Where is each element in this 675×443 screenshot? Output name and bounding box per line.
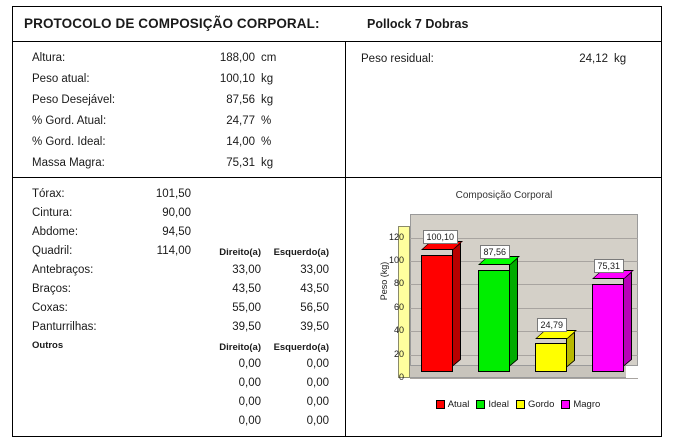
chart-legend [398, 396, 638, 412]
measure-value-left: 33,00 [300, 264, 329, 276]
outros-label: Outros [32, 340, 64, 351]
measure-value: 94,50 [162, 226, 191, 238]
measure-column-headers [13, 243, 345, 262]
measure-value: 90,00 [162, 207, 191, 219]
gridline [410, 378, 638, 379]
column-header-left: Esquerdo(a) [273, 247, 329, 258]
measure-value-left: 0,00 [306, 358, 329, 370]
measure-row [13, 205, 345, 224]
measure-value-right: 33,00 [232, 264, 261, 276]
legend-swatch [476, 400, 485, 409]
y-tick-label: 0 [398, 372, 404, 382]
measures-panel [13, 178, 345, 437]
summary-value: 100,10 [219, 73, 255, 85]
y-tick-label: 60 [393, 301, 404, 312]
bar-data-label: 24,79 [537, 318, 568, 332]
measure-value-right: 0,00 [238, 396, 261, 408]
measure-value-right: 43,50 [232, 283, 261, 295]
bar-data-label: 87,56 [480, 245, 511, 259]
summary-label: Peso atual: [32, 73, 90, 85]
bar-front-face [535, 343, 567, 372]
bar-side-face [623, 272, 632, 368]
measure-value-right: 0,00 [238, 377, 261, 389]
measure-row [13, 186, 345, 205]
summary-row [13, 91, 345, 112]
summary-unit: kg [261, 157, 274, 169]
measure-value-left: 0,00 [306, 377, 329, 389]
summary-row [13, 70, 345, 91]
measure-value-right: 0,00 [238, 358, 261, 370]
legend-item [436, 399, 470, 410]
summary-value: 24,77 [226, 115, 255, 127]
y-tick-label: 20 [393, 348, 404, 359]
bar-front-face [478, 270, 510, 372]
report-frame [12, 6, 662, 437]
measure-row [13, 319, 345, 338]
summary-label: Altura: [32, 52, 66, 64]
legend-label: Gordo [527, 398, 555, 410]
composition-chart [346, 178, 662, 437]
measure-value-left: 0,00 [306, 396, 329, 408]
column-header-right: Direito(a) [219, 247, 261, 258]
measure-label: Panturrilhas: [32, 321, 97, 333]
bar-data-label: 100,10 [423, 230, 459, 244]
summary-unit: cm [261, 52, 277, 64]
measure-value-left: 56,50 [300, 302, 329, 314]
summary-row [13, 154, 345, 175]
chart-bar [535, 334, 567, 372]
measure-value-right: 39,50 [232, 321, 261, 333]
chart-bar [421, 246, 453, 372]
chart-bar [478, 261, 510, 372]
summary-value: 188,00 [219, 52, 255, 64]
residual-value: 24,12 [579, 53, 608, 65]
measure-label: Abdome: [32, 226, 79, 238]
summary-label: Massa Magra: [32, 157, 105, 169]
measure-label: Tórax: [32, 188, 65, 200]
legend-label: Magro [573, 398, 601, 410]
residual-unit: kg [614, 53, 627, 65]
measure-value-left: 43,50 [300, 283, 329, 295]
bar-side-face [509, 258, 518, 368]
bar-data-label: 75,31 [594, 259, 625, 273]
measure-row [13, 300, 345, 319]
legend-item [561, 399, 600, 410]
measure-label: Antebraços: [32, 264, 94, 276]
page-title: PROTOCOLO DE COMPOSIÇÃO CORPORAL: [24, 16, 320, 31]
chart-bar [592, 275, 624, 372]
residual-panel [346, 42, 662, 177]
measure-value-left: 39,50 [300, 321, 329, 333]
protocol-name: Pollock 7 Dobras [367, 17, 469, 31]
chart-title: Composição Corporal [455, 190, 553, 201]
y-tick-label: 80 [393, 278, 404, 289]
legend-label: Atual [447, 398, 470, 410]
legend-label: Ideal [488, 398, 509, 410]
summary-label: % Gord. Atual: [32, 115, 107, 127]
bar-front-face [592, 284, 624, 372]
summary-row [13, 49, 345, 70]
y-tick-label: 100 [388, 255, 404, 266]
legend-item [476, 399, 509, 410]
summary-panel [13, 42, 345, 177]
bar-front-face [421, 255, 453, 372]
measure-row [13, 224, 345, 243]
summary-unit: % [261, 115, 272, 127]
y-axis-label: Peso (kg) [379, 261, 389, 301]
summary-unit: % [261, 136, 272, 148]
legend-item [516, 399, 554, 410]
summary-value: 14,00 [226, 136, 255, 148]
y-tick-label: 120 [388, 231, 404, 242]
summary-row [13, 112, 345, 133]
report-header [13, 7, 661, 42]
legend-swatch [561, 400, 570, 409]
legend-swatch [436, 400, 445, 409]
summary-unit: kg [261, 73, 274, 85]
column-header-right: Direito(a) [219, 342, 261, 353]
measure-row [13, 262, 345, 281]
residual-label: Peso residual: [361, 53, 434, 65]
summary-value: 87,56 [226, 94, 255, 106]
bar-side-face [452, 243, 461, 368]
chart-plot-area [379, 214, 638, 384]
outros-header-row [13, 338, 345, 357]
summary-label: % Gord. Ideal: [32, 136, 106, 148]
outros-row [13, 356, 345, 375]
measure-value-right: 55,00 [232, 302, 261, 314]
outros-row [13, 413, 345, 432]
measure-value: 101,50 [155, 188, 191, 200]
column-header-left: Esquerdo(a) [273, 342, 329, 353]
summary-unit: kg [261, 94, 274, 106]
measure-value-left: 0,00 [306, 415, 329, 427]
outros-row [13, 394, 345, 413]
measure-label: Cintura: [32, 207, 73, 219]
summary-value: 75,31 [226, 157, 255, 169]
legend-swatch [516, 400, 525, 409]
measure-value-right: 0,00 [238, 415, 261, 427]
measure-label: Coxas: [32, 302, 68, 314]
summary-row [13, 133, 345, 154]
measure-row [13, 281, 345, 300]
y-tick-label: 40 [393, 325, 404, 336]
summary-label: Peso Desejável: [32, 94, 116, 106]
measure-value: 114,00 [156, 245, 191, 257]
measure-label: Braços: [32, 283, 71, 295]
measure-label: Quadril: [32, 245, 73, 257]
outros-row [13, 375, 345, 394]
